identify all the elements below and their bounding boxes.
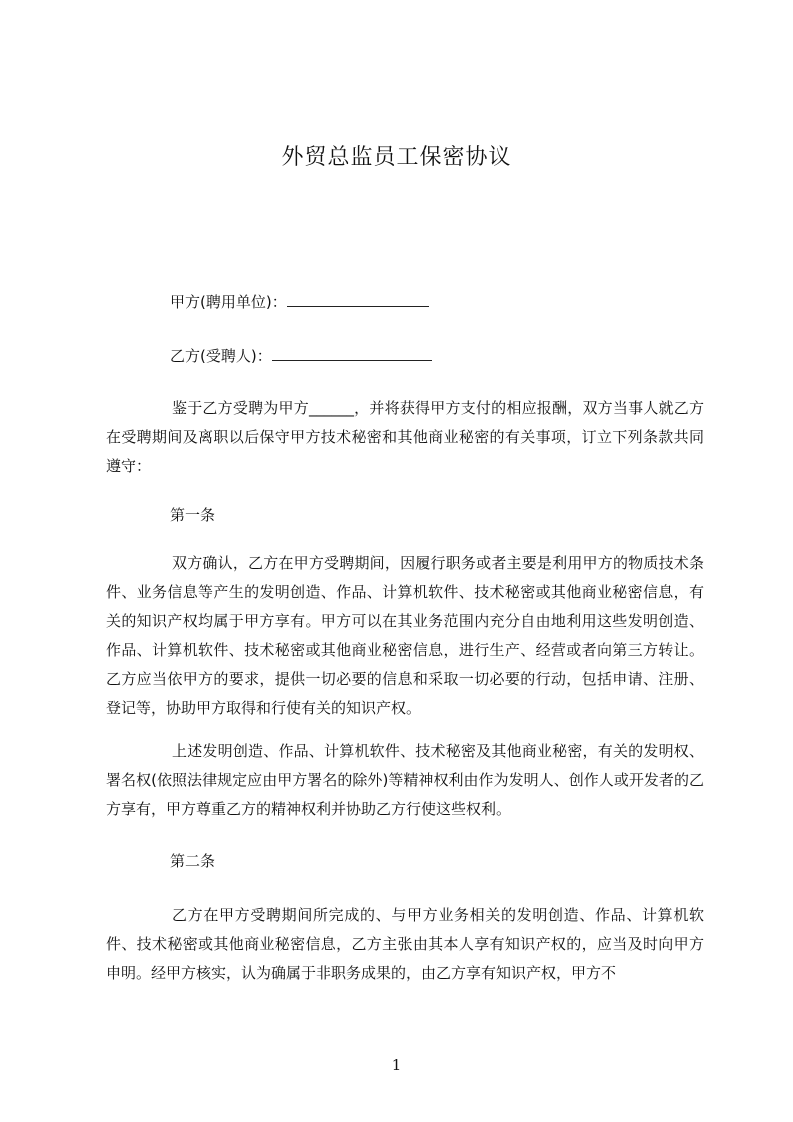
page-number: 1 [391,1056,402,1074]
party-a-field [170,291,429,312]
article-1-paragraph-2: 上述发明创造、作品、计算机软件、技术秘密及其他商业秘密，有关的发明权、署名权(依照法律规定应由甲方署名的除外)等精神权利由作为发明人、创作人或开发者的乙方享有，甲方尊重乙方的精神权利并协助乙方行使这些权利。 [106,742,704,818]
article-1-paragraph-1: 双方确认，乙方在甲方受聘期间，因履行职务或者主要是利用甲方的物质技术条件、业务信息等产生的发明创造、作品、计算机软件、技术秘密或其他商业秘密信息，有关的知识产权均属于甲方享有。甲方可以在其业务范围内充分自由地利用这些发明创造、作品、计算机软件、技术秘密或其他商业秘密信息，进行生产、经营或者向第三方转让。乙方应当依甲方的要求，提供一切必要的信息和采取一切必要的行动，包括申请、注册、登记等，协助甲方取得和行使有关的知识产权。 [106,554,704,717]
article-2-paragraph-1: 乙方在甲方受聘期间所完成的、与甲方业务相关的发明创造、作品、计算机软件、技术秘密或其他商业秘密信息，乙方主张由其本人享有知识产权的，应当及时向甲方申明。经甲方核实，认为确属于非职务成果的，由乙方享有知识产权，甲方不 [106,906,704,982]
article-1-heading: 第一条 [170,506,216,524]
party-b-blank-line [272,345,432,361]
party-a-label: 甲方(聘用单位)： [170,293,287,311]
party-b-field [170,345,432,366]
article-2-heading: 第二条 [170,852,216,870]
party-a-blank-line [287,291,429,307]
party-b-label: 乙方(受聘人)： [170,347,272,365]
document-title: 外贸总监员工保密协议 [281,145,512,170]
preamble-paragraph: 鉴于乙方受聘为甲方______，并将获得甲方支付的相应报酬，双方当事人就乙方在受聘期间及离职以后保守甲方技术秘密和其他商业秘密的有关事项，订立下列条款共同遵守： [106,399,704,475]
